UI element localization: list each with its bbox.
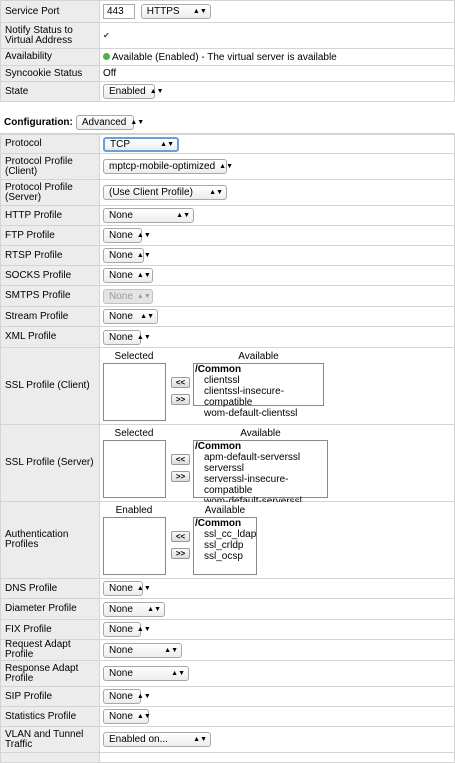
configuration-bar (0, 112, 455, 134)
ssl-server-move-left-button[interactable]: << (171, 454, 190, 465)
select-arrows-icon: ▲▼ (176, 212, 190, 219)
select-arrows-icon: ▲▼ (164, 646, 178, 654)
socks-profile-select[interactable]: None ▲▼ (103, 268, 153, 283)
service-port-input[interactable]: 443 (103, 4, 135, 19)
syncookie-label: Syncookie Status (1, 66, 100, 82)
select-arrows-icon: ▲▼ (147, 605, 161, 613)
availability-text: Available (Enabled) - The virtual server is available (112, 51, 337, 63)
select-arrows-icon: ▲▼ (192, 8, 207, 15)
list-item[interactable]: ssl_cc_ldap (204, 529, 257, 540)
row-diameter-profile: Diameter Profile None ▲▼ (1, 599, 455, 620)
row-stream-profile: Stream Profile None ▲▼ (1, 307, 455, 327)
row-xml-profile: XML Profile None ▲▼ (1, 327, 455, 348)
row-fix-profile: FIX Profile None ▲▼ (1, 620, 455, 640)
configuration-label: Configuration: (4, 117, 73, 128)
list-item[interactable]: clientssl (204, 375, 240, 386)
select-arrows-icon: ▲▼ (136, 292, 151, 300)
select-arrows-icon: ▲▼ (160, 140, 174, 148)
select-arrows-icon: ▲▼ (136, 626, 151, 633)
row-service-port (1, 1, 455, 23)
syncookie-value: Off (100, 66, 455, 82)
statistics-profile-select[interactable]: None ▲▼ (103, 709, 149, 724)
ssl-server-selected-list[interactable] (103, 440, 166, 498)
row-sip-profile: SIP Profile None ▲▼ (1, 687, 455, 707)
row-http-profile: HTTP Profile None ▲▼ (1, 206, 455, 226)
protocol-select[interactable]: TCP ▲▼ (103, 137, 179, 152)
auth-available-list[interactable]: /Common ssl_cc_ldap ssl_crldp ssl_ocsp (193, 517, 257, 575)
http-profile-select[interactable]: None ▲▼ (103, 208, 194, 223)
stream-profile-select[interactable]: None ▲▼ (103, 309, 158, 324)
protocol-profile-server-select[interactable]: (Use Client Profile) ▲▼ (103, 185, 227, 200)
row-ftp-profile: FTP Profile None ▲▼ (1, 226, 455, 246)
list-item[interactable]: ssl_ocsp (204, 551, 243, 562)
rtsp-profile-select[interactable]: None ▲▼ (103, 248, 144, 263)
ssl-server-available-list[interactable]: /Common apm-default-serverssl serverssl serverssl-insecure-compatible (193, 440, 328, 498)
smtps-profile-select: None ▲▼ (103, 289, 153, 304)
ssl-client-selected-list[interactable] (103, 363, 166, 421)
dns-profile-select[interactable]: None ▲▼ (103, 581, 143, 596)
state-label: State (1, 82, 100, 102)
ftp-profile-select[interactable]: None ▲▼ (103, 228, 142, 243)
row-state (1, 82, 455, 102)
select-arrows-icon: ▲▼ (193, 736, 207, 743)
row-dns-profile: DNS Profile None ▲▼ (1, 579, 455, 599)
row-ssl-profile-client: SSL Profile (Client) Selected Available << >> /Common clientssl clientssl-insecure-compatible wom-default-clientssl (1, 348, 455, 425)
row-request-adapt-profile: Request Adapt Profile None ▲▼ (1, 640, 455, 661)
row-protocol-profile-client: Protocol Profile (Client) mptcp-mobile-optimized ▲▼ (1, 154, 455, 180)
row-smtps-profile: SMTPS Profile None ▲▼ (1, 286, 455, 307)
sip-profile-select[interactable]: None ▲▼ (103, 689, 141, 704)
select-arrows-icon: ▲▼ (136, 232, 151, 239)
auth-enabled-list[interactable] (103, 517, 166, 575)
row-syncookie (1, 66, 455, 82)
select-arrows-icon: ▲▼ (209, 189, 223, 196)
list-item[interactable]: serverssl-insecure-compatible (204, 474, 289, 496)
service-port-select[interactable]: HTTPS ▲▼ (141, 4, 211, 19)
availability-label: Availability (1, 49, 100, 66)
list-item[interactable]: serverssl (204, 463, 245, 474)
select-arrows-icon: ▲▼ (136, 585, 151, 592)
select-arrows-icon: ▲▼ (219, 163, 234, 170)
virtual-server-properties-table (0, 0, 455, 102)
fix-profile-select[interactable]: None ▲▼ (103, 622, 141, 637)
select-arrows-icon: ▲▼ (136, 713, 151, 720)
select-arrows-icon: ▲▼ (140, 313, 154, 320)
profile-configuration-table (0, 134, 455, 763)
diameter-profile-select[interactable]: None ▲▼ (103, 602, 165, 617)
row-response-adapt-profile: Response Adapt Profile None ▲▼ (1, 661, 455, 687)
request-adapt-profile-select[interactable]: None ▲▼ (103, 643, 182, 658)
ssl-client-move-left-button[interactable]: << (171, 377, 190, 388)
xml-profile-select[interactable]: None ▲▼ (103, 330, 141, 345)
ssl-client-available-list[interactable]: /Common clientssl clientssl-insecure-compatible wom-default-clientssl (193, 363, 324, 406)
vlan-tunnel-traffic-select[interactable]: Enabled on... ▲▼ (103, 732, 211, 747)
row-protocol: Protocol TCP ▲▼ (1, 135, 455, 154)
list-item[interactable]: apm-default-serverssl (204, 452, 301, 463)
select-arrows-icon: ▲▼ (136, 272, 151, 279)
row-availability (1, 49, 455, 66)
row-authentication-profiles: Authentication Profiles Enabled Available << >> /Common ssl_cc_ldap ssl_crldp ssl_ocsp (1, 502, 455, 579)
select-arrows-icon: ▲▼ (136, 693, 151, 700)
service-port-label: Service Port (1, 1, 100, 23)
state-select[interactable]: Enabled ▲▼ (103, 84, 155, 99)
configuration-mode-select[interactable]: Advanced ▲▼ (76, 115, 134, 130)
row-socks-profile: SOCKS Profile None ▲▼ (1, 266, 455, 286)
row-rtsp-profile: RTSP Profile None ▲▼ (1, 246, 455, 266)
response-adapt-profile-select[interactable]: None ▲▼ (103, 666, 189, 681)
select-arrows-icon: ▲▼ (130, 119, 145, 126)
select-arrows-icon: ▲▼ (136, 333, 151, 341)
status-green-icon (103, 53, 110, 60)
auth-move-left-button[interactable]: << (171, 531, 190, 542)
row-statistics-profile: Statistics Profile None ▲▼ (1, 707, 455, 727)
select-arrows-icon: ▲▼ (149, 88, 164, 95)
row-protocol-profile-server: Protocol Profile (Server) (Use Client Profile) ▲▼ (1, 180, 455, 206)
row-vlan-tunnel-traffic: VLAN and Tunnel Traffic Enabled on... ▲▼ (1, 727, 455, 753)
list-item[interactable]: wom-default-clientssl (204, 408, 298, 419)
select-arrows-icon: ▲▼ (136, 252, 151, 259)
ssl-server-move-right-button[interactable]: >> (171, 471, 190, 482)
protocol-profile-client-select[interactable]: mptcp-mobile-optimized ▲▼ (103, 159, 227, 174)
select-arrows-icon: ▲▼ (171, 670, 185, 677)
list-item[interactable]: ssl_crldp (204, 540, 244, 551)
notify-status-checkbox[interactable]: ✔ (103, 31, 110, 40)
notify-status-label: Notify Status to Virtual Address (1, 23, 100, 49)
list-item[interactable]: clientssl-insecure-compatible (204, 386, 285, 408)
row-ssl-profile-server: SSL Profile (Server) Selected Available << >> /Common apm-default-serverssl serverssl serverssl-insecure-compatible (1, 425, 455, 502)
ssl-client-move-right-button[interactable]: >> (171, 394, 190, 405)
row-notify-status (1, 23, 455, 49)
auth-move-right-button[interactable]: >> (171, 548, 190, 559)
